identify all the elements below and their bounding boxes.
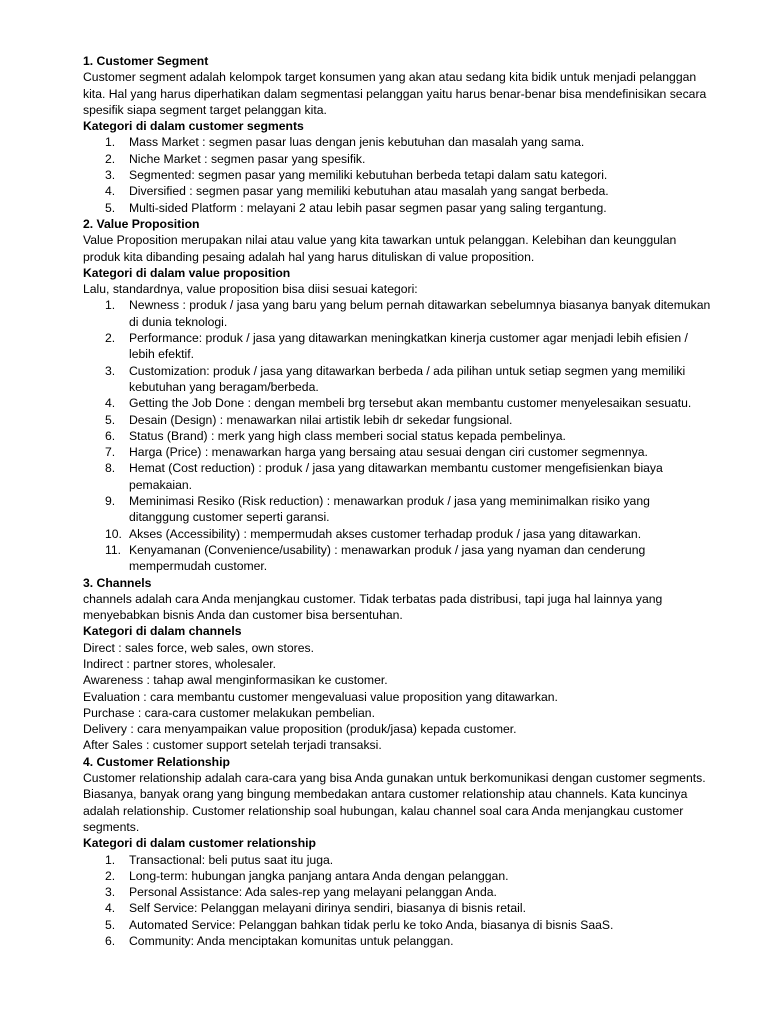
list-item	[83, 330, 712, 363]
list-item-text: Newness : produk / jasa yang baru yang belum pernah ditawarkan sebelumnya biasanya banyak ditemukan di dunia teknologi.	[129, 298, 711, 329]
list-item	[83, 363, 712, 396]
list-item	[83, 151, 712, 167]
list-item-number: 3.	[105, 168, 116, 183]
list-item-number: 1.	[105, 135, 116, 150]
section-2-list	[83, 297, 712, 574]
list-item	[83, 933, 712, 949]
section-1-list	[83, 134, 712, 215]
list-item	[83, 395, 712, 411]
list-item-text: Community: Anda menciptakan komunitas untuk pelanggan.	[129, 934, 454, 949]
list-item-number: 6.	[105, 934, 116, 949]
section-3-description: channels adalah cara Anda menjangkau customer. Tidak terbatas pada distribusi, tapi juga hal lainnya yang menyebabkan bisnis Anda dan customer bisa bersentuhan.	[83, 591, 663, 623]
section-2-subtitle: Kategori di dalam value proposition	[83, 265, 291, 280]
list-item	[83, 868, 712, 884]
list-item-text: Desain (Design) : menawarkan nilai artistik lebih dr sekedar fungsional.	[129, 412, 513, 427]
list-item-text: Kenyamanan (Convenience/usability) : menawarkan produk / jasa yang nyaman dan cenderung mempermudah customer.	[129, 542, 646, 574]
list-item-text: Meminimasi Resiko (Risk reduction) : menawarkan produk / jasa yang meminimalkan risiko yang ditanggung customer seperti garansi.	[129, 494, 650, 525]
section-4-list	[83, 852, 712, 950]
list-item-number: 5.	[105, 412, 116, 427]
list-item-number: 4.	[105, 184, 116, 199]
list-item-text: Customization: produk / jasa yang ditawarkan berbeda / ada pilihan untuk setiap segmen yang memiliki kebutuhan yang beragam/berbeda.	[129, 363, 686, 394]
list-item-number: 1.	[105, 298, 116, 313]
list-item-number: 1.	[105, 852, 116, 867]
list-item	[83, 852, 712, 868]
section-2-title: 2. Value Proposition	[83, 216, 200, 231]
list-item-number: 5.	[105, 200, 116, 215]
list-item-text: Transactional: beli putus saat itu juga.	[129, 852, 334, 867]
list-item-text: Mass Market : segmen pasar luas dengan jenis kebutuhan dan masalah yang sama.	[129, 135, 585, 150]
list-item-number: 2.	[105, 151, 116, 166]
list-item	[83, 183, 712, 199]
list-item-number: 9.	[105, 494, 116, 509]
list-item	[83, 444, 712, 460]
list-item	[83, 428, 712, 444]
channel-line: After Sales : customer support setelah terjadi transaksi.	[83, 738, 382, 753]
channel-line: Purchase : cara-cara customer melakukan pembelian.	[83, 705, 375, 720]
list-item	[83, 884, 712, 900]
section-2-description: Value Proposition merupakan nilai atau value yang kita tawarkan untuk pelanggan. Kelebihan dan keunggulan produk kita dibanding pesaing adalah hal yang harus dituliskan di value proposition.	[83, 233, 677, 264]
list-item	[83, 167, 712, 183]
list-item-number: 11.	[105, 542, 122, 557]
section-1-description: Customer segment adalah kelompok target konsumen yang akan atau sedang kita bidik untuk menjadi pelanggan kita. Hal yang harus diperhatikan dalam segmentasi pelanggan yaitu harus benar-benar bisa mendefinisikan secara spesifik siapa segment target pelanggan kita.	[83, 70, 707, 117]
channel-line: Evaluation : cara membantu customer mengevaluasi value proposition yang ditawarkan.	[83, 689, 558, 704]
list-item	[83, 493, 712, 526]
list-item	[83, 412, 712, 428]
list-item-number: 3.	[105, 363, 116, 378]
channel-line: Awareness : tahap awal menginformasikan ke customer.	[83, 673, 388, 688]
list-item	[83, 134, 712, 150]
section-4-description: Customer relationship adalah cara-cara yang bisa Anda gunakan untuk berkomunikasi dengan customer segments. Biasanya, banyak orang yang bingung membedakan antara customer relationship atau channels. Kata kuncinya adalah relationship. Customer relationship soal hubungan, kalau channel soal cara Anda menjangkau customer segments.	[83, 771, 706, 834]
list-item-text: Segmented: segmen pasar yang memiliki kebutuhan berbeda tetapi dalam satu kategori.	[129, 168, 608, 183]
list-item-text: Getting the Job Done : dengan membeli brg tersebut akan membantu customer menyelesaikan sesuatu.	[129, 396, 692, 411]
list-item-text: Status (Brand) : merk yang high class memberi social status kepada pembelinya.	[129, 428, 566, 443]
list-item	[83, 200, 712, 216]
list-item-text: Diversified : segmen pasar yang memiliki kebutuhan atau masalah yang sangat berbeda.	[129, 184, 609, 199]
list-item-text: Automated Service: Pelanggan bahkan tidak perlu ke toko Anda, biasanya di bisnis SaaS.	[129, 917, 614, 932]
list-item-text: Personal Assistance: Ada sales-rep yang melayani pelanggan Anda.	[129, 885, 497, 900]
list-item-text: Self Service: Pelanggan melayani dirinya sendiri, biasanya di bisnis retail.	[129, 901, 526, 916]
list-item-text: Akses (Accessibility) : mempermudah akses customer terhadap produk / jasa yang ditawarkan.	[129, 526, 642, 541]
list-item-number: 3.	[105, 885, 116, 900]
list-item	[83, 526, 712, 542]
list-item	[83, 900, 712, 916]
section-3-subtitle: Kategori di dalam channels	[83, 624, 242, 639]
list-item-text: Hemat (Cost reduction) : produk / jasa yang ditawarkan membantu customer mengefisienkan biaya pemakaian.	[129, 461, 663, 492]
list-item-number: 2.	[105, 331, 116, 346]
list-item-number: 6.	[105, 428, 116, 443]
list-item	[83, 460, 712, 493]
section-3-title: 3. Channels	[83, 575, 152, 590]
section-3-lines	[83, 640, 712, 754]
list-item-number: 4.	[105, 901, 116, 916]
list-item-number: 4.	[105, 396, 116, 411]
list-item-number: 2.	[105, 868, 116, 883]
list-item-text: Harga (Price) : menawarkan harga yang bersaing atau sesuai dengan ciri customer segmennya.	[129, 445, 648, 460]
channel-line: Delivery : cara menyampaikan value proposition (produk/jasa) kepada customer.	[83, 722, 517, 737]
section-1-subtitle: Kategori di dalam customer segments	[83, 119, 304, 134]
section-4-subtitle: Kategori di dalam customer relationship	[83, 836, 316, 851]
list-item-text: Multi-sided Platform : melayani 2 atau lebih pasar segmen pasar yang saling tergantung.	[129, 200, 607, 215]
channel-line: Direct : sales force, web sales, own stores.	[83, 640, 314, 655]
list-item	[83, 542, 712, 575]
list-item-number: 10.	[105, 526, 122, 541]
list-item-text: Long-term: hubungan jangka panjang antara Anda dengan pelanggan.	[129, 868, 509, 883]
list-item-text: Niche Market : segmen pasar yang spesifik.	[129, 151, 366, 166]
section-4-title: 4. Customer Relationship	[83, 754, 230, 769]
list-item-number: 5.	[105, 917, 116, 932]
list-item	[83, 917, 712, 933]
section-1-title: 1. Customer Segment	[83, 54, 209, 68]
list-item-number: 7.	[105, 445, 116, 460]
list-item-text: Performance: produk / jasa yang ditawarkan meningkatkan kinerja customer agar menjadi lebih efisien / lebih efektif.	[129, 331, 688, 362]
section-2-intro: Lalu, standardnya, value proposition bisa diisi sesuai kategori:	[83, 282, 418, 297]
list-item	[83, 297, 712, 330]
list-item-number: 8.	[105, 461, 116, 476]
channel-line: Indirect : partner stores, wholesaler.	[83, 656, 277, 671]
